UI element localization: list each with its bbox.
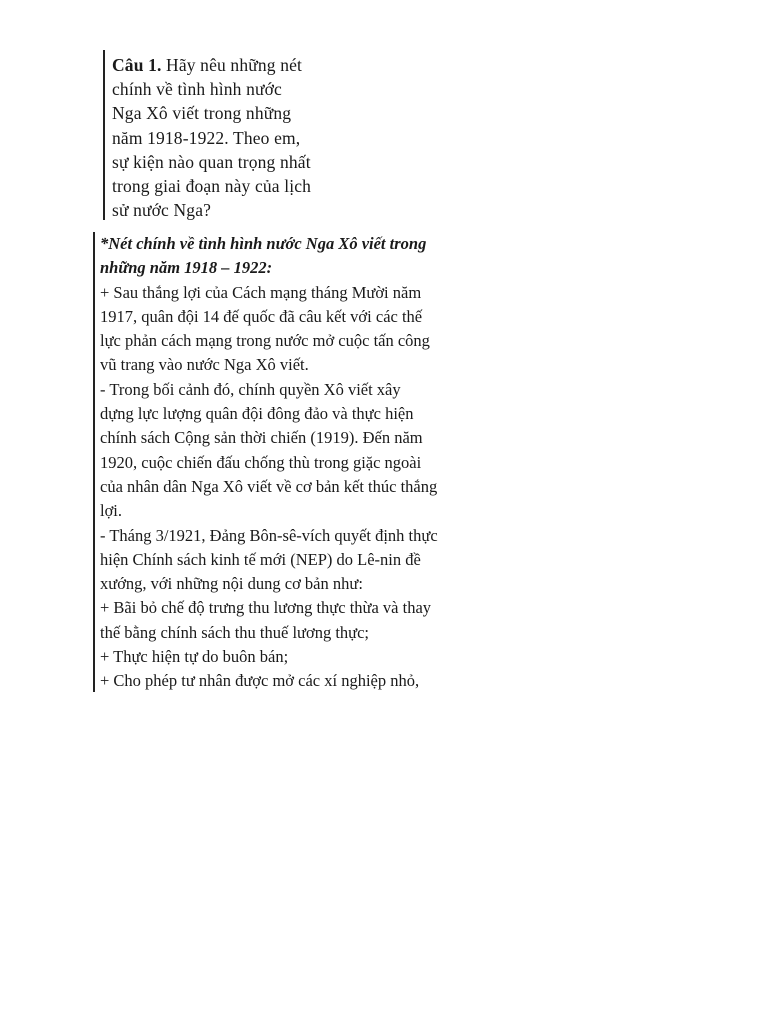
paragraph-nep-free-trade: + Thực hiện tự do buôn bán; bbox=[100, 647, 289, 667]
question-line-2: chính về tình hình nước bbox=[112, 79, 282, 100]
paragraph-nep-tax: + Bãi bỏ chế độ trưng thu lương thực thừa và thay thế bằng chính sách thu thuế lương thực; bbox=[100, 598, 432, 642]
question-line-1: Hãy nêu những nét bbox=[161, 55, 303, 75]
question-label: Câu 1. bbox=[112, 55, 162, 75]
question-box bbox=[103, 50, 327, 220]
question-text bbox=[105, 50, 327, 220]
paragraph-foreign-intervention: + Sau thắng lợi của Cách mạng tháng Mười năm 1917, quân đội 14 đế quốc đã câu kết với các thế lực phản cách mạng trong nước mở cuộc tấn công vũ trang vào nước Nga Xô viết. bbox=[100, 282, 430, 375]
answer-content bbox=[95, 232, 467, 694]
paragraph-war-communism: - Trong bối cảnh đó, chính quyền Xô viết xây dựng lực lượng quân đội đông đảo và thực hiện chính sách Cộng sản thời chiến (1919). Đến năm 1920, cuộc chiến đấu chống thù trong giặc ngoài của nhân dân Nga Xô viết về cơ bản kết thúc thắng lợi. bbox=[100, 379, 438, 521]
question-line-7: sử nước Nga? bbox=[112, 200, 212, 220]
question-line-3: Nga Xô viết trong những bbox=[112, 103, 292, 124]
paragraph-nep-private-enterprise: + Cho phép tư nhân được mở các xí nghiệp nhỏ, bbox=[100, 671, 420, 691]
answer-box bbox=[93, 232, 467, 692]
question-line-5: sự kiện nào quan trọng nhất bbox=[112, 151, 311, 172]
paragraph-nep-intro: - Tháng 3/1921, Đảng Bôn-sê-vích quyết định thực hiện Chính sách kinh tế mới (NEP) do Lê-nin đề xướng, với những nội dung cơ bản như: bbox=[100, 525, 438, 594]
question-line-4: năm 1918-1922. Theo em, bbox=[112, 127, 301, 148]
question-line-6: trong giai đoạn này của lịch bbox=[112, 176, 312, 197]
answer-heading: *Nét chính về tình hình nước Nga Xô viết trong những năm 1918 – 1922: bbox=[100, 234, 427, 278]
